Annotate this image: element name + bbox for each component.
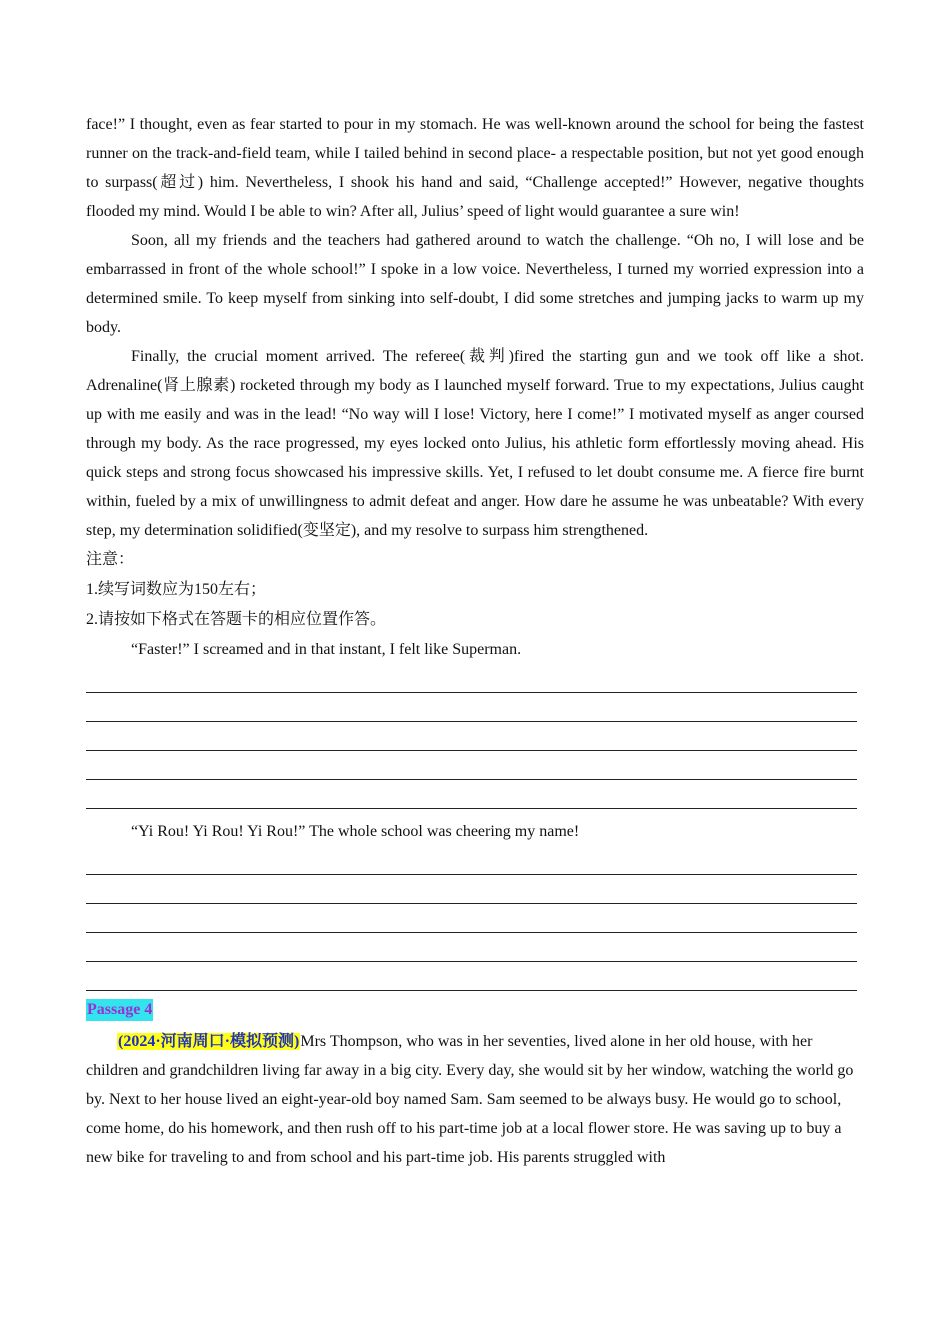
- writing-line: [86, 693, 857, 722]
- writing-lines-1: [86, 664, 857, 809]
- story-paragraph-2: Soon, all my friends and the teachers had gathered around to watch the challenge. “Oh no, I will lose and be embarrassed in front of the whole school!” I spoke in a low voice. Nevertheless, I turned my worried expression into a determined smile. To keep myself from sinking into self-doubt, I did some stretches and jumping jacks to warm up my body.: [86, 232, 864, 336]
- writing-line: [86, 933, 857, 962]
- writing-line: [86, 846, 857, 875]
- passage-4-text: Mrs Thompson, who was in her seventies, lived alone in her old house, with her children and grandchildren living far away in a big city. Every day, she would sit by her window, watching the world go by. Next to her house lived an eight-year-old boy named Sam. Sam seemed to be always busy. He would go to school, come home, do his homework, and then rush off to his part-time job at a local flower store. He was saving up to buy a new bike for traveling to and from school and his part-time job. His parents struggled with: [86, 1033, 854, 1166]
- passage-4-paragraph: [86, 1027, 864, 1172]
- writing-line: [86, 751, 857, 780]
- continuation-prompt-1: “Faster!” I screamed and in that instant, I felt like Superman.: [131, 641, 522, 658]
- writing-line: [86, 780, 857, 809]
- document-page: [86, 110, 864, 1172]
- writing-line: [86, 904, 857, 933]
- story-paragraph-3: Finally, the crucial moment arrived. The referee(裁判)fired the starting gun and we took off like a shot. Adrenaline(肾上腺素) rocketed through my body as I launched myself forward. True to my expectations, Julius caught up with me easily and was in the lead! “No way will I lose! Victory, here I come!” I motivated myself as anger coursed through my body. As the race progressed, my eyes locked onto Julius, his athletic form effortlessly moving ahead. His quick steps and strong focus showcased his impressive skills. Yet, I refused to let doubt consume me. A fierce fire burnt within, fueled by a mix of unwillingness to admit defeat and anger. How dare he assume he was unbeatable? With every step, my determination solidified(变坚定), and my resolve to surpass him strengthened.: [86, 348, 864, 539]
- note-item-1: 1.续写词数应为150左右；: [86, 581, 267, 598]
- story-paragraph-1: face!” I thought, even as fear started to pour in my stomach. He was well-known around the school for being the fastest runner on the track-and-field team, while I tailed behind in second place- a respectable position, but not yet good enough to surpass(超过) him. Nevertheless, I shook his hand and said, “Challenge accepted!” However, negative thoughts flooded my mind. Would I be able to win? After all, Julius’ speed of light would guarantee a sure win!: [86, 116, 864, 220]
- writing-line: [86, 962, 857, 991]
- writing-line: [86, 875, 857, 904]
- writing-line: [86, 664, 857, 693]
- writing-line: [86, 722, 857, 751]
- passage-4-label: Passage 4: [86, 999, 153, 1021]
- continuation-prompt-2: “Yi Rou! Yi Rou! Yi Rou!” The whole school was cheering my name!: [131, 823, 580, 840]
- note-item-2: 2.请按如下格式在答题卡的相应位置作答。: [86, 611, 387, 628]
- notes-heading: 注意：: [86, 551, 135, 568]
- passage-4-source: (2024·河南周口·模拟预测): [118, 1033, 300, 1050]
- writing-lines-2: [86, 846, 857, 991]
